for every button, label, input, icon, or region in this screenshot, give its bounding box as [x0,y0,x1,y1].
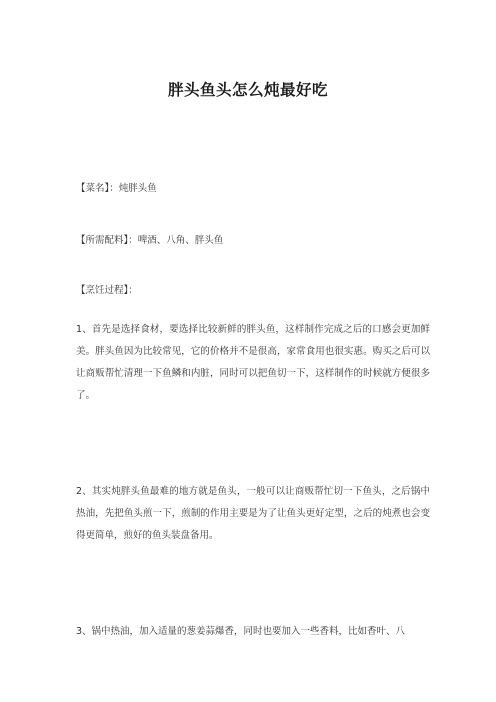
step-2-paragraph: 2、其实炖胖头鱼最难的地方就是鱼头，一般可以让商贩帮忙切一下鱼头，之后锅中热油，先把鱼头煎一下，煎制的作用主要是为了让鱼头更好定型，之后的炖煮也会变得更简单，煎好的鱼头装盘备用。 [76,486,430,541]
process-heading: 【烹饪过程】： [76,285,138,296]
step-1-paragraph: 1、首先是选择食材，要选择比较新鲜的胖头鱼，这样制作完成之后的口感会更加鲜美。胖头鱼因为比较常见，它的价格并不是很高，家常食用也很实惠。购买之后可以让商贩帮忙清理一下鱼鳞和内脏，同时可以把鱼切一下，这样制作的时候就方便很多了。 [76,324,430,401]
document-title: 胖头鱼头怎么炖最好吃 [167,81,328,99]
dish-name-field: 【菜名】：炖胖头鱼 [76,183,157,194]
ingredients-field: 【所需配料】：啤酒、八角、胖头鱼 [76,235,224,246]
step-3-paragraph: 3、锅中热油，加入适量的葱姜蒜爆香，同时也要加入一些香料，比如香叶、八 [76,626,406,637]
